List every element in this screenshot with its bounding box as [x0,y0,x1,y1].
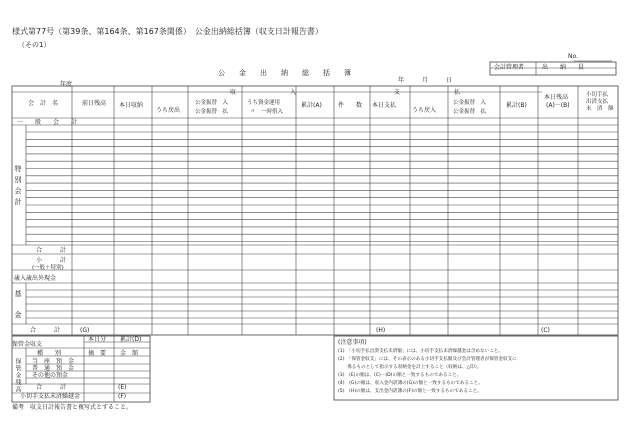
row-subtotal: 小 計 [36,257,67,264]
mark-e: (E) [118,384,127,391]
notes-line-3: (3) (E)の額は、(C)－(D)の額と一致するものであること。 [338,373,462,378]
fiscal-year-label: 年度 [60,81,73,88]
notes-line-0: (1) 「小切手払出済支払未済額」には、小切手支払未済繰越金は含めないこと。 [338,349,503,354]
form-title: 様式第77号（第39条、第164条、第167条関係） 公金出納総括簿（収支日計報告書） [12,27,323,36]
stamp-suitou-label: 出 納 員 [542,64,585,71]
row-subtotal-sub: (一般＋特別) [32,265,64,271]
col-prev-balance: 前日残高 [82,100,107,107]
stamp-kaikei-label: 会計管理者 [494,64,525,71]
mark-g: (G) [80,327,90,334]
row-total-1: 合 計 [36,247,67,254]
col-check-unpaid-2: 出済支払 [586,99,609,105]
col-fund-operation: うち資金運用 [247,100,281,106]
row-special-account: 特別会計 [14,165,22,209]
notes-line-4: (4) (G)の額は、収入金内訳簿の(G)の額と一致するものであること。 [338,381,483,386]
col-payment-group: 支 払 [394,89,461,96]
custody-col-kind: 種 別 [37,350,62,357]
custody-today: 本日分 [88,336,107,343]
col-check-unpaid-3: 未 済 額 [586,106,614,112]
notes-title: (注意事項) [338,339,367,346]
col-count: 件 数 [338,102,363,109]
custody-total: 合 計 [36,384,67,391]
row-outside-cash: 歳入歳出外現金 [14,275,57,282]
notes-line-2: 係るものとして指示する収納金を計上すること（収納は、△印）。 [338,365,482,370]
notes-line-1: (2) 「保管金収支」には、その表示のある小切手支払額及び会計管理者が保管金収支に [338,357,517,362]
ledger-title: 公 金 出 納 総 括 簿 [218,69,351,77]
custody-balance-label: 保管金残高 [14,358,21,393]
main-frame [12,86,618,335]
col-check-unpaid-1: 小切手払 [586,92,609,98]
number-label: No. [568,53,578,60]
col-transfer-in-b: 公金振替 入 [453,100,487,106]
mark-c: (C) [541,327,550,334]
col-transfer-in-a: 公金振替 入 [195,100,229,106]
footer-note: 備考 収支日計報告書と複写式とすること。 [12,404,133,411]
col-today-receipt: 本日収納 [119,102,144,109]
row-general-account: 一 般 会 計 [17,119,78,126]
ledger-date: 年 月 日 [398,77,453,84]
custody-title: 保管金収支 [12,341,43,348]
col-account-name: 会 計 名 [28,100,59,107]
col-today-balance: 本日残高 [544,94,569,101]
col-transfer-out-b: 公金振替 払 [453,109,487,115]
col-temp-borrow: 〃 一時借入 [250,109,284,115]
custody-col-summary: 摘 要 [88,350,107,357]
row-fund: 基金 [14,290,22,332]
custody-check-carry: 小切手支払未済繰越金 [20,393,81,400]
col-refund-out: うち戻出 [156,107,181,114]
custody-col-amount: 金 額 [120,350,139,357]
col-balance-formula: (A)－(B) [546,102,570,109]
notes-line-5: (5) (H)の額は、支出金内訳簿の(F)の額と一致するものであること。 [338,389,482,394]
col-cumulative-a: 累計(A) [301,102,322,109]
row-total-2: 合 計 [30,327,61,334]
col-refund-in: うち戻入 [412,107,437,114]
custody-cumulative: 累計(D) [120,336,142,343]
col-income-group: 収 入 [230,89,297,96]
col-cumulative-b: 累計(B) [506,102,527,109]
col-transfer-out-a: 公金振替 払 [195,109,229,115]
col-today-payment: 本日支払 [372,102,397,109]
custody-item-1: 普 通 預 金 [32,365,75,372]
custody-item-2: その他の預金 [32,372,69,379]
mark-f: (F) [118,393,127,400]
mark-h: (H) [376,327,386,334]
custody-item-0: 当 座 預 金 [32,358,75,365]
form-subtitle: （その1） [18,41,51,49]
